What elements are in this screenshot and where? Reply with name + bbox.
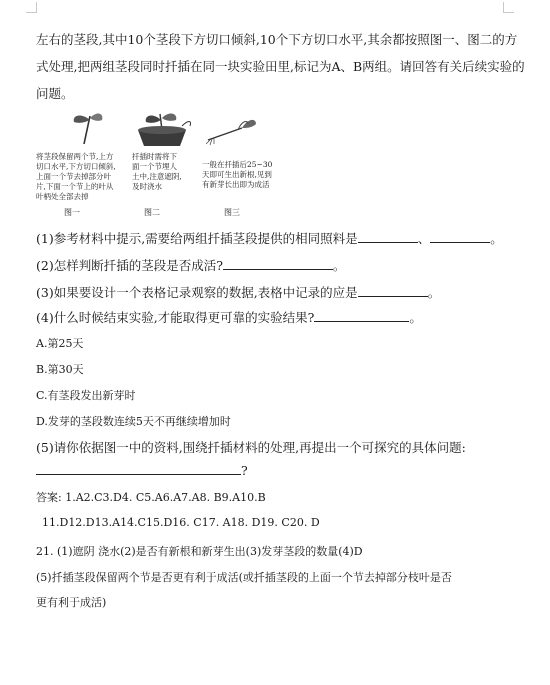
question-1: (1)参考材料中提示,需要给两组扦插茎段提供的相同照料是 、 。 xyxy=(36,231,503,246)
question-4: (4)什么时候结束实验,才能取得更可靠的实验结果? 。 xyxy=(36,310,422,325)
answer-blank[interactable] xyxy=(358,230,418,243)
rooted-cutting-icon xyxy=(202,110,262,146)
potted-cutting-icon xyxy=(132,110,192,148)
answer-key-line-3: 21. (1)遮阴 浇水(2)是否有新根和新芽生出(3)发芽茎段的数量(4)D xyxy=(36,545,363,558)
figure-2-caption: 扦插时需将下 面一个节埋人 土中,注意遮阴, 及时浇水 xyxy=(132,152,182,191)
answer-blank[interactable] xyxy=(36,462,241,475)
intro-line-1: 左右的茎段,其中10个茎段下方切口倾斜,10个下方切口水平,其余都按照图一、图二的方 xyxy=(36,32,518,47)
intro-line-2: 式处理,把两组茎段同时扦插在同一块实验田里,标记为A、B两组。请回答有关后续实验的 xyxy=(36,59,525,74)
answer-key-line-2: 11.D12.D13.A14.C15.D16. C17. A18. D19. C20. D xyxy=(42,516,320,529)
answer-blank[interactable] xyxy=(223,257,333,270)
option-a: A.第25天 xyxy=(36,337,84,350)
figure-group xyxy=(36,108,286,220)
option-d: D.发芽的茎段数连续5天不再继续增加时 xyxy=(36,415,231,428)
question-5-answer-line: ? xyxy=(36,462,248,478)
option-b: B.第30天 xyxy=(36,363,84,376)
intro-line-3: 问题。 xyxy=(36,86,74,101)
figure-3-label: 图三 xyxy=(224,208,240,217)
answer-key-line-4: (5)扦插茎段保留两个节是否更有利于成活(或扦插茎段的上面一个节去掉部分枝叶是否 xyxy=(36,571,452,584)
answer-key-line-5: 更有利于成活) xyxy=(36,596,107,609)
question-2: (2)怎样判断扦插的茎段是否成活? 。 xyxy=(36,258,346,273)
figure-1-label: 图一 xyxy=(64,208,80,217)
answer-key-line-1: 答案: 1.A2.C3.D4. C5.A6.A7.A8. B9.A10.B xyxy=(36,491,266,504)
question-3: (3)如果要设计一个表格记录观察的数据,表格中记录的应是 。 xyxy=(36,285,441,300)
option-c: C.有茎段发出新芽时 xyxy=(36,389,136,402)
figure-1-caption: 将茎段保留两个节,上方 切口水平,下方切口倾斜, 上面一个节去掉部分叶 片,下面一个节上的叶从 叶柄处全部去掉 xyxy=(36,152,116,201)
page-corner-mark-right xyxy=(503,2,514,13)
question-5: (5)请你依据图一中的资料,围绕扦插材料的处理,再提出一个可探究的具体问题: xyxy=(36,440,466,455)
figure-2-label: 图二 xyxy=(144,208,160,217)
answer-blank[interactable] xyxy=(314,309,409,322)
answer-blank[interactable] xyxy=(430,230,490,243)
figure-3-caption: 一般在扦插后25~30 天即可生出新根,见到 有新芽长出即为成活 xyxy=(202,160,273,189)
answer-blank[interactable] xyxy=(358,284,428,297)
stem-cutting-icon xyxy=(56,110,116,146)
page-corner-mark-left xyxy=(26,2,37,13)
